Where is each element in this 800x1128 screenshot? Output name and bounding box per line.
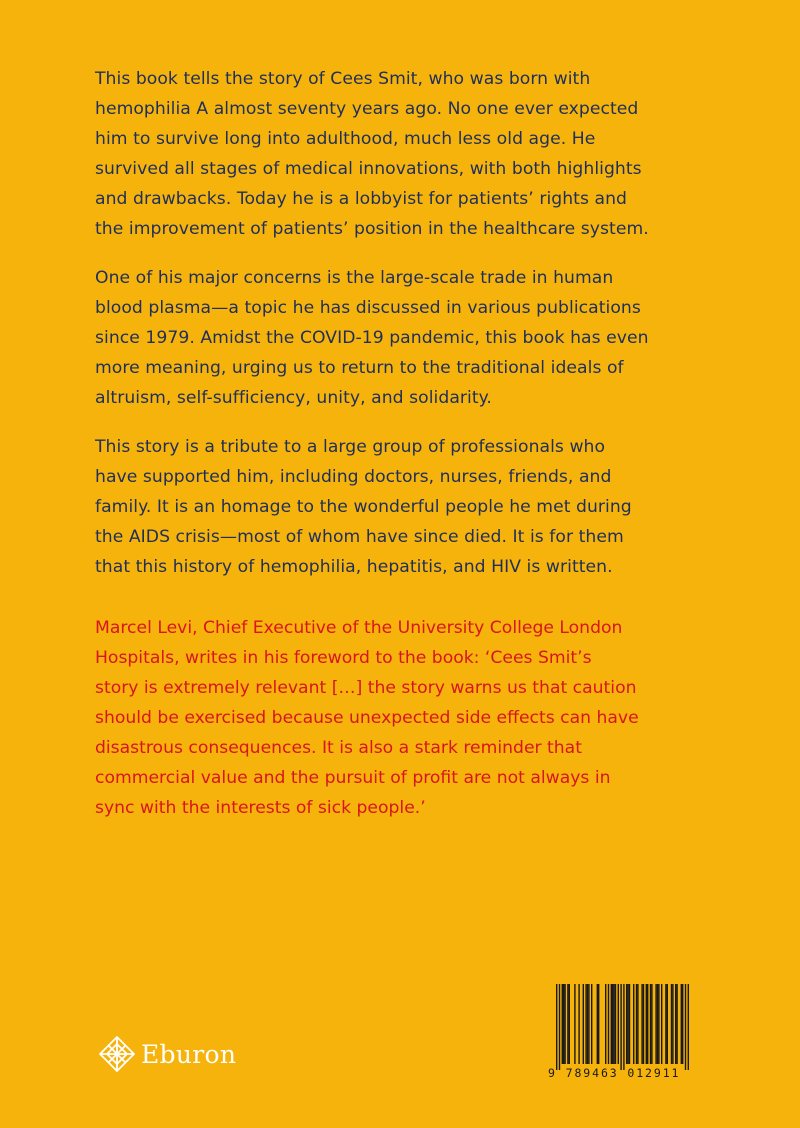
blurb-line: This story is a tribute to a large group of professionals who xyxy=(95,437,606,457)
barcode-bar xyxy=(636,984,637,1064)
barcode-bar xyxy=(556,984,557,1070)
barcode-bar xyxy=(598,984,599,1064)
barcode-bar xyxy=(682,984,683,1064)
barcode-bar xyxy=(615,984,616,1064)
quote-line: disastrous consequences. It is also a stark reminder that xyxy=(95,738,582,758)
barcode-bar xyxy=(629,984,630,1064)
barcode-bar xyxy=(618,984,619,1064)
barcode-bar xyxy=(588,984,589,1064)
barcode-bar xyxy=(563,984,564,1064)
quote-line: commercial value and the pursuit of profit are not always in xyxy=(95,768,611,788)
barcode-bar xyxy=(567,984,568,1064)
barcode-bar xyxy=(626,984,627,1064)
blurb-line: hemophilia A almost seventy years ago. No one ever expected xyxy=(95,99,639,119)
barcode-bar xyxy=(633,984,634,1064)
blurb-line: the AIDS crisis—most of whom have since died. It is for them xyxy=(95,527,624,547)
quote-line: should be exercised because unexpected side effects can have xyxy=(95,708,639,728)
blurb-line: that this history of hemophilia, hepatitis, and HIV is written. xyxy=(95,557,613,577)
blurb-line: him to survive long into adulthood, much less old age. He xyxy=(95,129,596,149)
blurb-line: and drawbacks. Today he is a lobbyist for patients’ rights and xyxy=(95,189,627,209)
blurb-line: since 1979. Amidst the COVID-19 pandemic, this book has even xyxy=(95,328,649,348)
barcode-bar xyxy=(578,984,579,1064)
barcode-bar xyxy=(608,984,609,1064)
blurb-paragraph-3 xyxy=(95,432,695,582)
quote-line: sync with the interests of sick people.’ xyxy=(95,798,426,818)
barcode-bar xyxy=(587,984,588,1064)
blurb-line: This book tells the story of Cees Smit, who was born with xyxy=(95,69,591,89)
blurb-line: the improvement of patients’ position in the healthcare system. xyxy=(95,219,649,239)
barcode-bar xyxy=(658,984,659,1064)
barcode-bar xyxy=(620,984,621,1070)
quote-line: Hospitals, writes in his foreword to the book: ‘Cees Smit’s xyxy=(95,648,592,668)
publisher-name: Eburon xyxy=(141,1039,237,1069)
barcode-bar xyxy=(646,984,647,1064)
barcode-bar xyxy=(623,984,624,1070)
barcode-bar xyxy=(641,984,642,1064)
eburon-diamond-icon xyxy=(97,1034,137,1074)
barcode-bar xyxy=(681,984,682,1064)
barcode-bar xyxy=(661,984,662,1064)
publisher-logo xyxy=(97,1034,236,1074)
barcode-bar xyxy=(574,984,575,1064)
barcode-bar xyxy=(585,984,586,1064)
blurb-line: survived all stages of medical innovations, with both highlights xyxy=(95,159,642,179)
barcode-bar xyxy=(611,984,612,1064)
back-cover-blurb xyxy=(95,64,695,601)
barcode-bar xyxy=(627,984,628,1064)
barcode-bar xyxy=(667,984,668,1064)
barcode-bar xyxy=(564,984,565,1064)
blurb-line: have supported him, including doctors, nurses, friends, and xyxy=(95,467,612,487)
barcode-bar xyxy=(583,984,584,1064)
barcode-bar xyxy=(637,984,638,1064)
barcode-bar xyxy=(597,984,598,1064)
quote-line: Marcel Levi, Chief Executive of the University College London xyxy=(95,618,623,638)
barcode-bar xyxy=(665,984,666,1064)
blurb-line: blood plasma—a topic he has discussed in various publications xyxy=(95,298,641,318)
barcode-bar xyxy=(569,984,570,1064)
barcode-bar xyxy=(671,984,672,1064)
barcode-bar xyxy=(650,984,651,1064)
barcode-bar xyxy=(676,984,677,1064)
barcode-bar xyxy=(655,984,656,1064)
barcode-bar xyxy=(613,984,614,1064)
barcode-bar xyxy=(591,984,592,1064)
blurb-line: altruism, self-sufficiency, unity, and solidarity. xyxy=(95,388,492,408)
foreword-quote xyxy=(95,613,705,823)
barcode-bar xyxy=(562,984,563,1064)
quote-line: story is extremely relevant […] the story warns us that caution xyxy=(95,678,637,698)
barcode-bar xyxy=(559,984,560,1070)
barcode-bar xyxy=(657,984,658,1064)
barcode-bar xyxy=(651,984,652,1064)
blurb-line: more meaning, urging us to return to the traditional ideals of xyxy=(95,358,624,378)
blurb-line: One of his major concerns is the large-scale trade in human xyxy=(95,268,614,288)
isbn-barcode xyxy=(547,978,697,1088)
barcode-bar xyxy=(672,984,673,1064)
barcode-bar xyxy=(612,984,613,1064)
isbn-number: 9 789463 012911 xyxy=(548,1066,681,1080)
barcode-bar xyxy=(647,984,648,1064)
barcode-bar xyxy=(685,984,686,1070)
barcode-bar xyxy=(643,984,644,1064)
barcode-bar xyxy=(675,984,676,1064)
blurb-paragraph-1 xyxy=(95,64,695,244)
blurb-paragraph-2 xyxy=(95,263,695,413)
barcode-bar xyxy=(688,984,689,1070)
blurb-line: family. It is an homage to the wonderful people he met during xyxy=(95,497,632,517)
barcode-bar xyxy=(605,984,606,1064)
